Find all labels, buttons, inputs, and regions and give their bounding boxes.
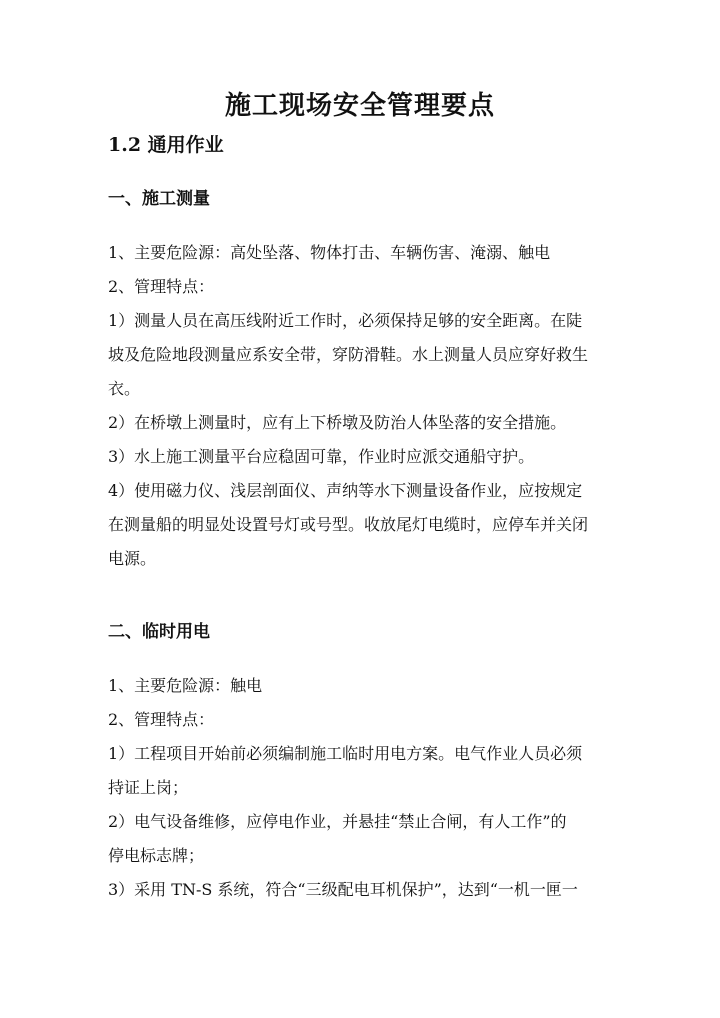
paragraph-line: 电源。	[108, 549, 157, 568]
section-1-body	[108, 236, 616, 576]
paragraph-line: 停电标志牌；	[108, 846, 205, 865]
section-heading: 1.2 通用作业	[108, 134, 224, 156]
paragraph-line: 持证上岗；	[108, 778, 189, 797]
paragraph-line: 衣。	[108, 379, 141, 398]
paragraph-line: 3）采用 TN-S 系统，符合“三级配电耳机保护”，达到“一机一匣一	[108, 880, 578, 899]
features-label: 2、管理特点：	[108, 277, 215, 296]
features-label: 2、管理特点：	[108, 710, 215, 729]
paragraph-line: 2）电气设备维修，应停电作业，并悬挂“禁止合闸，有人工作”的	[108, 812, 567, 831]
hazards-line: 1、主要危险源：触电	[108, 676, 263, 695]
paragraph-line: 坡及危险地段测量应系安全带，穿防滑鞋。水上测量人员应穿好救生	[108, 345, 589, 364]
subsection-heading-survey: 一、施工测量	[108, 189, 210, 209]
document-title: 施工现场安全管理要点	[224, 91, 495, 121]
hazards-line: 1、主要危险源：高处坠落、物体打击、车辆伤害、淹溺、触电	[108, 243, 551, 262]
paragraph-line: 4）使用磁力仪、浅层剖面仪、声纳等水下测量设备作业，应按规定	[108, 481, 583, 500]
paragraph-line: 3）水上施工测量平台应稳固可靠，作业时应派交通船守护。	[108, 447, 535, 466]
paragraph-line: 1）工程项目开始前必须编制施工临时用电方案。电气作业人员必须	[108, 744, 583, 763]
paragraph-line: 1）测量人员在高压线附近工作时，必须保持足够的安全距离。在陡	[108, 311, 583, 330]
subsection-heading-temporary-power: 二、临时用电	[108, 622, 210, 642]
section-2-body	[108, 669, 616, 907]
paragraph-line: 2）在桥墩上测量时，应有上下桥墩及防治人体坠落的安全措施。	[108, 413, 567, 432]
paragraph-line: 在测量船的明显处设置号灯或号型。收放尾灯电缆时，应停车并关闭	[108, 515, 589, 534]
